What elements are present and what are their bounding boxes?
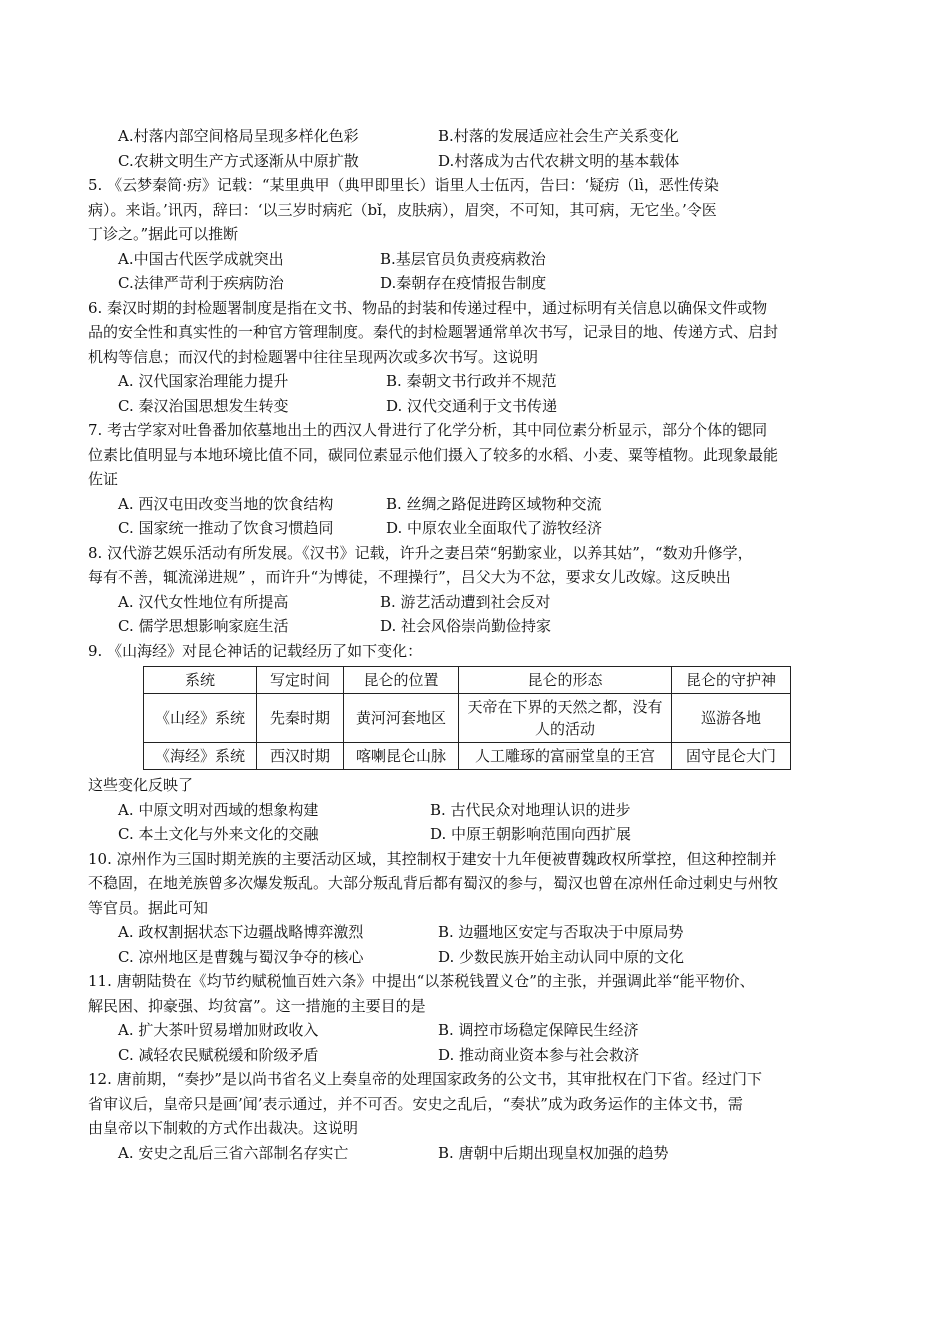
q9-header-guardian: 昆仑的守护神: [672, 667, 791, 694]
q5-stem-line1: 5. 《云梦秦简·疠》记载：“某里典甲（典甲即里长）诣里人士伍丙，告曰：‘疑疠（lì，恶性传染: [88, 176, 719, 194]
q9-header-system: 系统: [144, 667, 257, 694]
q4-options-row1: [88, 124, 868, 149]
q9-table: [143, 666, 791, 770]
q12-option-a[interactable]: A. 安史之乱后三省六部制名存实亡: [118, 1143, 349, 1162]
q5-option-a[interactable]: A.中国古代医学成就突出: [118, 249, 284, 268]
q9-cell: 黄河河套地区: [344, 694, 459, 743]
q6-options-row2: [88, 394, 868, 419]
q10-option-b[interactable]: B. 边疆地区安定与否取决于中原局势: [438, 923, 684, 941]
q11-stem-line2: 解民困、抑豪强、均贫富”。这一措施的主要目的是: [88, 996, 426, 1015]
q9-option-d[interactable]: D. 中原王朝影响范围向西扩展: [430, 825, 632, 843]
q8-options-row2: [88, 614, 868, 639]
q8-option-d[interactable]: D. 社会风俗崇尚勤俭持家: [380, 617, 552, 635]
q10-options-row2: [88, 945, 868, 970]
q9-options-row1: [88, 798, 868, 823]
q10-options-row1: [88, 920, 868, 945]
q6-option-b[interactable]: B. 秦朝文书行政并不规范: [386, 372, 557, 390]
q11-option-d[interactable]: D. 推动商业资本参与社会救济: [438, 1045, 640, 1064]
q10-stem-line3: 等官员。据此可知: [88, 898, 209, 917]
q9-header-location: 昆仑的位置: [344, 667, 459, 694]
q6-option-d[interactable]: D. 汉代交通利于文书传递: [386, 396, 558, 415]
q7-option-c[interactable]: C. 国家统一推动了饮食习惯趋同: [118, 519, 334, 537]
q11-option-a[interactable]: A. 扩大茶叶贸易增加财政收入: [118, 1021, 319, 1039]
q6-options-row1: [88, 369, 868, 394]
q6-stem-line1: 6. 秦汉时期的封检题署制度是指在文书、物品的封装和传递过程中，通过标明有关信息以确保文件或物: [88, 298, 768, 317]
q9-cell: 先秦时期: [257, 694, 344, 743]
q6-stem-line3: 机构等信息；而汉代的封检题署中往往呈现两次或多次书写。这说明: [88, 347, 539, 366]
q9-after-table: 这些变化反映了: [88, 776, 194, 794]
q9-option-b[interactable]: B. 古代民众对地理认识的进步: [430, 800, 631, 819]
q11-options-row1: [88, 1018, 868, 1043]
q9-table-header-row: [144, 667, 791, 694]
q7-option-b[interactable]: B. 丝绸之路促进跨区域物种交流: [386, 494, 602, 513]
q7-stem-line2: 位素比值明显与本地环境比值不同，碳同位素显示他们摄入了较多的水稻、小麦、粟等植物。此现象最能: [88, 445, 779, 464]
q9-cell: 天帝在下界的天然之都，没有人的活动: [459, 694, 672, 743]
q8-options-row1: [88, 590, 868, 615]
q5-stem-line2: 病）。来诣。’讯丙，辞曰：‘以三岁时病疕（bǐ，皮肤病），眉突，不可知，其可病，无它坐。’令医: [88, 200, 717, 219]
q11-option-b[interactable]: B. 调控市场稳定保障民生经济: [438, 1021, 639, 1039]
q9-options-row2: [88, 822, 868, 847]
q9-stem: 9. 《山海经》对昆仑神话的记载经历了如下变化：: [88, 641, 423, 660]
q8-stem-line1: 8. 汉代游艺娱乐活动有所发展。《汉书》记载，许升之妻吕荣“躬勤家业，以养其姑”，“数劝升修学，: [88, 543, 753, 562]
q10-stem-line1: 10. 凉州作为三国时期羌族的主要活动区域，其控制权于建安十九年便被曹魏政权所掌控，但这种控制并: [88, 849, 777, 868]
q12-stem-line1: 12. 唐前期，“奏抄”是以尚书省名义上奏皇帝的处理国家政务的公文书，其审批权在门下省。经过门下: [88, 1070, 762, 1088]
q5-option-b[interactable]: B.基层官员负责疫病救治: [380, 249, 546, 268]
table-row: [144, 694, 791, 743]
q10-option-d[interactable]: D. 少数民族开始主动认同中原的文化: [438, 947, 685, 966]
q11-stem-line1: 11. 唐朝陆贽在《均节约赋税恤百姓六条》中提出“以茶税钱置义仓”的主张，并强调此举“能平物价、: [88, 972, 755, 990]
exam-page: [88, 124, 868, 1165]
q6-option-a[interactable]: A. 汉代国家治理能力提升: [118, 372, 289, 390]
q9-option-a[interactable]: A. 中原文明对西域的想象构建: [118, 800, 319, 819]
q8-option-b[interactable]: B. 游艺活动遭到社会反对: [380, 592, 551, 611]
q9-cell: 喀喇昆仑山脉: [344, 743, 459, 770]
q5-option-d[interactable]: D.秦朝存在疫情报告制度: [380, 274, 547, 292]
q9-cell: 《海经》系统: [144, 743, 257, 770]
q9-cell: 人工雕琢的富丽堂皇的王宫: [459, 743, 672, 770]
q4-option-c[interactable]: C.农耕文明生产方式逐渐从中原扩散: [118, 151, 359, 170]
q4-option-d[interactable]: D.村落成为古代农耕文明的基本载体: [438, 151, 680, 170]
q10-option-c[interactable]: C. 凉州地区是曹魏与蜀汉争夺的核心: [118, 947, 364, 966]
q9-cell: 西汉时期: [257, 743, 344, 770]
q7-options-row1: [88, 492, 868, 517]
q10-option-a[interactable]: A. 政权割据状态下边疆战略博弈激烈: [118, 923, 364, 941]
q4-option-b[interactable]: B.村落的发展适应社会生产关系变化: [438, 127, 679, 145]
q8-option-c[interactable]: C. 儒学思想影响家庭生活: [118, 617, 289, 635]
q7-option-d[interactable]: D. 中原农业全面取代了游牧经济: [386, 519, 603, 537]
q11-options-row2: [88, 1043, 868, 1068]
q9-cell: 巡游各地: [672, 694, 791, 743]
q4-options-row2: [88, 149, 868, 174]
q9-option-c[interactable]: C. 本土文化与外来文化的交融: [118, 825, 319, 843]
q10-stem-line2: 不稳固，在地羌族曾多次爆发叛乱。大部分叛乱背后都有蜀汉的参与，蜀汉也曾在凉州任命过刺史与州牧: [88, 874, 779, 892]
q5-option-c[interactable]: C.法律严苛利于疾病防治: [118, 274, 284, 292]
q12-options-row1: [88, 1141, 868, 1166]
q9-cell: 固守昆仑大门: [672, 743, 791, 770]
table-row: [144, 743, 791, 770]
q12-stem-line3: 由皇帝以下制敕的方式作出裁决。这说明: [88, 1119, 359, 1137]
q9-header-form: 昆仑的形态: [459, 667, 672, 694]
q7-stem-line1: 7. 考古学家对吐鲁番加依墓地出土的西汉人骨进行了化学分析，其中同位素分析显示，部分个体的锶同: [88, 421, 768, 439]
q5-options-row2: [88, 271, 868, 296]
q9-cell: 《山经》系统: [144, 694, 257, 743]
q7-option-a[interactable]: A. 西汉屯田改变当地的饮食结构: [118, 494, 334, 513]
q12-option-b[interactable]: B. 唐朝中后期出现皇权加强的趋势: [438, 1143, 669, 1162]
q7-stem-line3: 佐证: [88, 470, 119, 488]
q5-options-row1: [88, 247, 868, 272]
q4-option-a[interactable]: A.村落内部空间格局呈现多样化色彩: [118, 127, 359, 145]
q8-option-a[interactable]: A. 汉代女性地位有所提高: [118, 592, 289, 611]
q5-stem-line3: 丁诊之。”据此可以推断: [88, 225, 239, 243]
q7-options-row2: [88, 516, 868, 541]
q6-option-c[interactable]: C. 秦汉治国思想发生转变: [118, 396, 289, 415]
q6-stem-line2: 品的安全性和真实性的一种官方管理制度。秦代的封检题署通常单次书写，记录目的地、传递方式、启封: [88, 323, 779, 341]
q8-stem-line2: 每有不善，辄流涕进规” ，而许升“为博徒，不理操行”，吕父大为不忿，要求女儿改嫁。这反映出: [88, 568, 731, 586]
q11-option-c[interactable]: C. 减轻农民赋税缓和阶级矛盾: [118, 1045, 319, 1064]
q12-stem-line2: 省审议后，皇帝只是画’闻’表示通过，并不可否。安史之乱后，“奏状”成为政务运作的主体文书，需: [88, 1094, 743, 1113]
q9-header-time: 写定时间: [257, 667, 344, 694]
